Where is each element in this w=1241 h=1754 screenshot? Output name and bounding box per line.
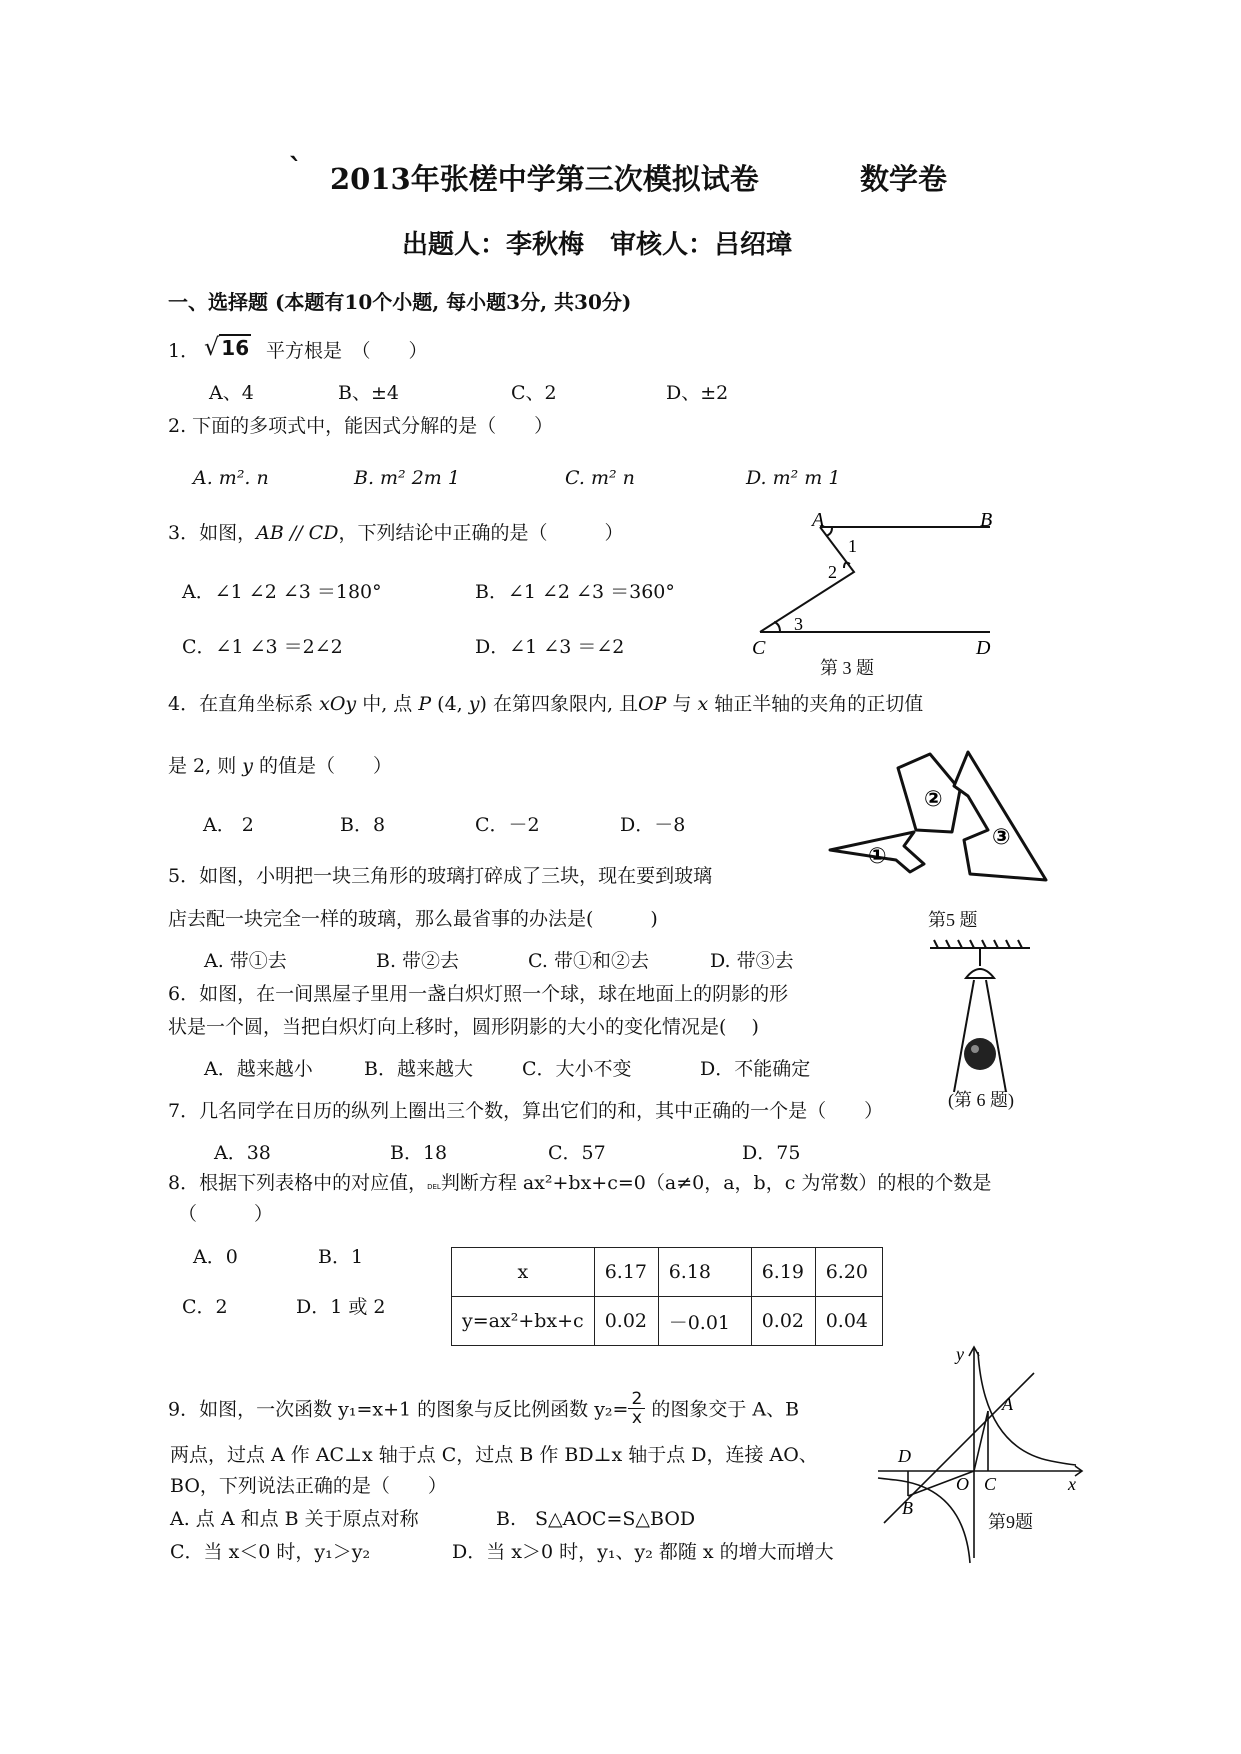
q6-ball bbox=[964, 1038, 996, 1070]
authors-line: 出题人：李秋梅 审核人：吕绍璋 bbox=[402, 230, 793, 260]
q3-angle-1: 1 bbox=[848, 536, 857, 556]
q5-option-d: D. 带③去 bbox=[710, 950, 794, 972]
q6-caption: (第 6 题) bbox=[948, 1090, 1014, 1110]
section-heading: 一、选择题 (本题有10个小题, 每小题3分, 共30分) bbox=[168, 290, 632, 314]
q7-option-d: D．75 bbox=[742, 1142, 801, 1164]
q3-option-b: B．∠1 ∠2 ∠3 ＝360° bbox=[475, 581, 675, 603]
q8-stem-mark: DEL bbox=[427, 1183, 441, 1191]
q9-figure bbox=[876, 1338, 1091, 1568]
q1-option-c: C、2 bbox=[511, 382, 557, 404]
q4-l1-i: 与 bbox=[666, 693, 698, 715]
q8-option-b: B．1 bbox=[318, 1246, 364, 1268]
q4-l1-a: 4．在直角坐标系 bbox=[168, 693, 320, 715]
q8-stem bbox=[168, 1172, 991, 1195]
q2-option-d: D. m² m 1 bbox=[746, 467, 841, 489]
q7-option-c: C．57 bbox=[548, 1142, 606, 1164]
q3-stem-c: ，下列结论中正确的是（ ） bbox=[338, 522, 624, 544]
q7-stem: 7．几名同学在日历的纵列上圈出三个数，算出它们的和，其中正确的一个是（ ） bbox=[168, 1100, 884, 1122]
q8-option-c: C．2 bbox=[182, 1296, 228, 1318]
q3-angle-3: 3 bbox=[794, 614, 803, 634]
q9-label-a: A bbox=[1002, 1394, 1013, 1414]
q1-sqrt bbox=[204, 333, 251, 362]
q3-figure bbox=[740, 508, 1010, 668]
q9-frac-num: 2 bbox=[628, 1390, 645, 1409]
q5-piece-2: ② bbox=[924, 787, 943, 812]
table-cell: －0.01 bbox=[658, 1297, 751, 1346]
table-cell: 0.02 bbox=[594, 1297, 658, 1346]
q9-line3: BO，下列说法正确的是（ ） bbox=[170, 1475, 447, 1497]
q7-option-b: B．18 bbox=[390, 1142, 448, 1164]
title-mark: ` bbox=[288, 152, 303, 186]
q3-stem-a: 3．如图， bbox=[168, 522, 257, 544]
q9-label-b: B bbox=[902, 1498, 913, 1518]
q4-l1-b: xOy bbox=[319, 693, 357, 715]
table-row bbox=[452, 1248, 883, 1297]
q4-l1-d: P bbox=[418, 693, 432, 715]
q2-option-a: A. m². n bbox=[193, 467, 269, 489]
table-cell: 6.18 bbox=[658, 1248, 751, 1297]
q5-option-b: B. 带②去 bbox=[376, 950, 460, 972]
q9-label-c: C bbox=[984, 1474, 997, 1494]
q7-option-a: A．38 bbox=[214, 1142, 271, 1164]
q3-label-d: D bbox=[976, 637, 991, 659]
table-cell: 6.17 bbox=[594, 1248, 658, 1297]
q9-l1-b: 的图象交于 A、B bbox=[645, 1398, 800, 1421]
page-title: 2013年张槎中学第三次模拟试卷 bbox=[330, 162, 759, 196]
q4-option-a: A． 2 bbox=[203, 814, 254, 836]
q6-line1: 6．如图，在一间黑屋子里用一盏白炽灯照一个球，球在地面上的阴影的形 bbox=[168, 983, 789, 1005]
q4-l2-b: y bbox=[242, 755, 253, 777]
q3-option-c: C．∠1 ∠3 ＝2∠2 bbox=[182, 636, 343, 658]
q9-l1-a: 9．如图，一次函数 y₁=x+1 的图象与反比例函数 y₂= bbox=[168, 1398, 629, 1421]
q4-option-d: D．－8 bbox=[620, 814, 686, 836]
table-cell: 6.20 bbox=[815, 1248, 882, 1297]
q9-label-y: y bbox=[956, 1344, 964, 1364]
q9-fraction bbox=[628, 1390, 645, 1427]
table-cell: 0.02 bbox=[751, 1297, 815, 1346]
q4-l1-f: y bbox=[468, 693, 480, 715]
q4-l1-j: x bbox=[697, 693, 709, 715]
q8-value-table bbox=[451, 1247, 883, 1346]
q8-stem-b: 判断方程 ax²+bx+c=0（a≠0，a，b，c 为常数）的根的个数是 bbox=[440, 1172, 992, 1194]
q4-l2-c: 的值是（ ） bbox=[252, 755, 393, 777]
q2-option-c: C. m² n bbox=[565, 467, 635, 489]
q2-option-b: B. m² 2m 1 bbox=[354, 467, 460, 489]
q5-line1: 5．如图，小明把一块三角形的玻璃打碎成了三块，现在要到玻璃 bbox=[168, 865, 713, 887]
q3-caption: 第 3 题 bbox=[820, 658, 874, 678]
q3-stem-b: AB // CD bbox=[256, 522, 339, 544]
q1-stem: 平方根是 （ ） bbox=[266, 340, 428, 362]
q6-option-b: B．越来越大 bbox=[364, 1058, 473, 1080]
q4-l1-e: (4, bbox=[431, 693, 469, 715]
q8-option-a: A．0 bbox=[193, 1246, 238, 1268]
q3-option-d: D．∠1 ∠3 ＝∠2 bbox=[475, 636, 625, 658]
table-row bbox=[452, 1297, 883, 1346]
q4-l1-h: OP bbox=[638, 693, 667, 715]
q4-l2-a: 是 2, 则 bbox=[168, 755, 243, 777]
q1-number: 1． bbox=[168, 340, 200, 362]
q3-label-b: B bbox=[980, 509, 993, 531]
q4-l1-k: 轴正半轴的夹角的正切值 bbox=[708, 693, 924, 715]
q9-option-d: D．当 x＞0 时，y₁、y₂ 都随 x 的增大而增大 bbox=[452, 1541, 834, 1563]
q4-l1-c: 中, 点 bbox=[356, 693, 419, 715]
q9-line2: 两点，过点 A 作 AC⊥x 轴于点 C，过点 B 作 BD⊥x 轴于点 D，连接 AO、 bbox=[170, 1444, 818, 1466]
q6-option-c: C．大小不变 bbox=[522, 1058, 632, 1080]
q6-option-a: A．越来越小 bbox=[204, 1058, 313, 1080]
q6-line2: 状是一个圆，当把白炽灯向上移时，圆形阴影的大小的变化情况是( ) bbox=[168, 1016, 759, 1038]
q5-option-c: C. 带①和②去 bbox=[528, 950, 649, 972]
q5-caption: 第5 题 bbox=[928, 910, 978, 930]
q9-line1 bbox=[168, 1389, 800, 1429]
q3-option-a: A．∠1 ∠2 ∠3 ＝180° bbox=[182, 581, 382, 603]
q3-stem bbox=[168, 522, 623, 545]
q3-label-c: C bbox=[752, 637, 766, 659]
q5-line2: 店去配一块完全一样的玻璃，那么最省事的办法是( ) bbox=[168, 908, 658, 930]
table-cell: x bbox=[452, 1248, 595, 1297]
q9-caption: 第9题 bbox=[988, 1512, 1033, 1532]
q5-option-a: A. 带①去 bbox=[204, 950, 287, 972]
q3-angle-2: 2 bbox=[828, 562, 837, 582]
q1-option-b: B、±4 bbox=[338, 382, 399, 404]
q4-line2 bbox=[168, 755, 392, 778]
table-cell: 6.19 bbox=[751, 1248, 815, 1297]
q5-piece-3: ③ bbox=[992, 825, 1011, 850]
q9-option-a: A. 点 A 和点 B 关于原点对称 bbox=[170, 1508, 419, 1530]
q9-label-d: D bbox=[898, 1446, 911, 1466]
q4-option-b: B．8 bbox=[340, 814, 386, 836]
q9-label-x: x bbox=[1068, 1474, 1076, 1494]
table-cell: y=ax²+bx+c bbox=[452, 1297, 595, 1346]
q3-label-a: A bbox=[812, 509, 825, 531]
q1-option-a: A、4 bbox=[209, 382, 254, 404]
table-cell: 0.04 bbox=[815, 1297, 882, 1346]
q1-option-d: D、±2 bbox=[666, 382, 729, 404]
q8-option-d: D．1 或 2 bbox=[296, 1296, 386, 1318]
q8-stem-c: （ ） bbox=[178, 1203, 274, 1225]
q1-radicand: 16 bbox=[221, 336, 250, 360]
q4-l1-g: ) 在第四象限内, 且 bbox=[479, 693, 639, 715]
q9-option-b: B. S△AOC=S△BOD bbox=[496, 1508, 696, 1530]
q9-label-o: O bbox=[956, 1474, 969, 1494]
q8-stem-a: 8．根据下列表格中的对应值， bbox=[168, 1172, 428, 1194]
q4-line1 bbox=[168, 693, 923, 716]
q5-piece-1: ① bbox=[868, 844, 887, 869]
q5-figure bbox=[820, 750, 1060, 920]
subject-title: 数学卷 bbox=[860, 162, 948, 196]
q2-stem: 2. 下面的多项式中，能因式分解的是（ ） bbox=[168, 415, 554, 437]
q6-figure bbox=[922, 938, 1042, 1098]
sqrt-sign: √ bbox=[204, 333, 220, 361]
q9-option-c: C．当 x＜0 时，y₁＞y₂ bbox=[170, 1541, 371, 1563]
q6-option-d: D．不能确定 bbox=[700, 1058, 811, 1080]
q4-option-c: C．－2 bbox=[475, 814, 540, 836]
q9-frac-den: x bbox=[631, 1408, 642, 1428]
